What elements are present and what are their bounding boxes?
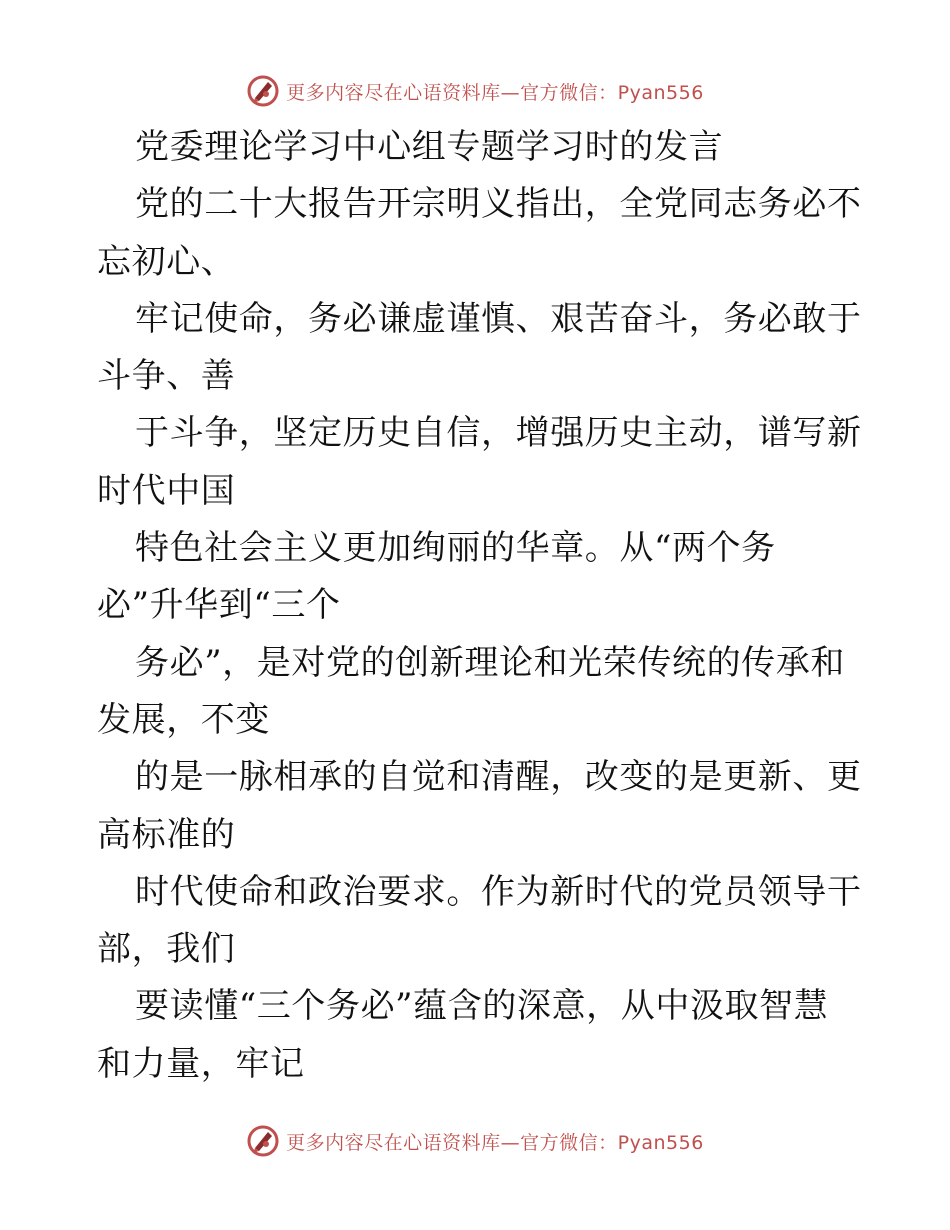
paragraph-line: 高标准的 bbox=[97, 814, 236, 855]
paragraph-line: 必”升华到“三个 bbox=[97, 585, 341, 626]
paragraph-line: 牢记使命，务必谦虚谨慎、艰苦奋斗，务必敢于 bbox=[135, 298, 862, 339]
paragraph-line: 党的二十大报告开宗明义指出，全党同志务必不 bbox=[135, 184, 862, 225]
document-title: 党委理论学习中心组专题学习时的发言 bbox=[135, 127, 724, 167]
paragraph-line: 部，我们 bbox=[97, 929, 236, 970]
footer-banner bbox=[0, 1121, 950, 1161]
paragraph-line: 发展，不变 bbox=[97, 699, 270, 740]
paragraph-line: 于斗争，坚定历史自信，增强历史主动，谱写新 bbox=[135, 413, 862, 454]
paragraph-line: 特色社会主义更加绚丽的华章。从“两个务 bbox=[135, 528, 776, 569]
paragraph-line: 务必”，是对党的创新理论和光荣传统的传承和 bbox=[135, 642, 845, 683]
paragraph-line: 斗争、善 bbox=[97, 356, 236, 397]
paragraph-line: 忘初心、 bbox=[97, 241, 236, 282]
paragraph-line: 和力量，牢记 bbox=[97, 1043, 305, 1084]
footer-banner-text: 更多内容尽在心语资料库—官方微信：Pyan556 bbox=[286, 1131, 704, 1154]
header-banner-text: 更多内容尽在心语资料库—官方微信：Pyan556 bbox=[286, 81, 704, 104]
header-banner bbox=[0, 71, 950, 111]
paragraph-line: 的是一脉相承的自觉和清醒，改变的是更新、更 bbox=[135, 757, 862, 798]
document-body bbox=[97, 119, 862, 1093]
pen-circle-logo-icon bbox=[246, 74, 280, 108]
pen-circle-logo-icon bbox=[246, 1124, 280, 1158]
paragraph-line: 时代中国 bbox=[97, 470, 236, 511]
paragraph-line: 时代使命和政治要求。作为新时代的党员领导干 bbox=[135, 871, 862, 912]
paragraph-line: 要读懂“三个务必”蕴含的深意，从中汲取智慧 bbox=[135, 986, 829, 1027]
